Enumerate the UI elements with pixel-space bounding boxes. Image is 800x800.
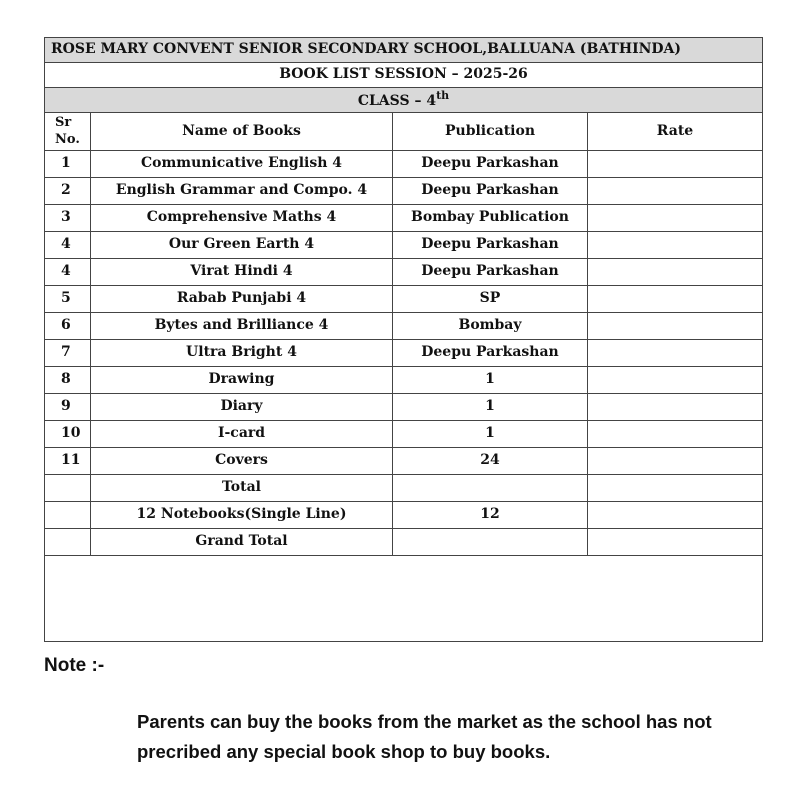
table-row [45,448,763,475]
row-book-name: Total [91,475,393,502]
row-book-name: Diary [91,394,393,421]
row-book-name: Bytes and Brilliance 4 [91,313,393,340]
row-book-name: Comprehensive Maths 4 [91,205,393,232]
blank-cell [45,556,763,642]
row-sr-no: 3 [45,205,91,232]
col-sr-line1: Sr [55,115,72,131]
row-publication: 1 [393,394,588,421]
row-rate [588,421,763,448]
row-book-name: Virat Hindi 4 [91,259,393,286]
class-prefix: CLASS – 4 [357,93,437,110]
row-book-name: Grand Total [91,529,393,556]
row-publication: 24 [393,448,588,475]
table-row [45,205,763,232]
table-row [45,232,763,259]
row-rate [588,232,763,259]
row-sr-no: 2 [45,178,91,205]
table-row [45,259,763,286]
school-name: ROSE MARY CONVENT SENIOR SECONDARY SCHOOL,BALLUANA (BATHINDA) [45,38,763,63]
row-sr-no: 7 [45,340,91,367]
row-publication: Deepu Parkashan [393,259,588,286]
row-publication: 12 [393,502,588,529]
row-publication [393,475,588,502]
row-publication: Deepu Parkashan [393,151,588,178]
class-suffix: th [436,89,450,103]
row-publication: Bombay Publication [393,205,588,232]
row-sr-no: 5 [45,286,91,313]
row-book-name: I-card [91,421,393,448]
col-rate: Rate [588,113,763,151]
row-publication: Deepu Parkashan [393,340,588,367]
row-publication: 1 [393,367,588,394]
column-header-row [45,113,763,151]
row-book-name: Ultra Bright 4 [91,340,393,367]
note-label: Note :- [44,655,105,676]
row-publication [393,529,588,556]
row-rate [588,529,763,556]
row-rate [588,286,763,313]
row-publication: 1 [393,421,588,448]
row-sr-no [45,475,91,502]
note-text: Parents can buy the books from the market as the school has not precribed any special book shop to buy books. [137,711,712,762]
col-publication: Publication [393,113,588,151]
col-sr-no [45,113,91,151]
row-book-name: Rabab Punjabi 4 [91,286,393,313]
row-rate [588,367,763,394]
row-sr-no: 8 [45,367,91,394]
row-sr-no: 10 [45,421,91,448]
row-book-name: Drawing [91,367,393,394]
book-list-table [44,37,763,642]
table-row [45,286,763,313]
row-sr-no: 9 [45,394,91,421]
table-row [45,151,763,178]
table-row [45,502,763,529]
row-sr-no: 1 [45,151,91,178]
row-rate [588,340,763,367]
row-rate [588,205,763,232]
row-sr-no: 4 [45,259,91,286]
row-sr-no: 4 [45,232,91,259]
row-book-name: English Grammar and Compo. 4 [91,178,393,205]
row-rate [588,259,763,286]
table-row [45,529,763,556]
row-rate [588,178,763,205]
col-sr-line2: No. [55,131,80,147]
row-rate [588,448,763,475]
row-book-name: Covers [91,448,393,475]
blank-row [45,556,763,642]
table-row [45,313,763,340]
row-publication: Deepu Parkashan [393,178,588,205]
row-rate [588,502,763,529]
class-title [45,88,763,113]
table-row [45,475,763,502]
row-book-name: Communicative English 4 [91,151,393,178]
table-row [45,367,763,394]
row-sr-no: 6 [45,313,91,340]
row-publication: SP [393,286,588,313]
row-rate [588,151,763,178]
col-name-of-books: Name of Books [91,113,393,151]
table-row [45,421,763,448]
row-rate [588,394,763,421]
row-sr-no [45,502,91,529]
session-title: BOOK LIST SESSION – 2025-26 [45,63,763,88]
row-rate [588,475,763,502]
table-row [45,394,763,421]
row-sr-no: 11 [45,448,91,475]
row-publication: Bombay [393,313,588,340]
row-book-name: Our Green Earth 4 [91,232,393,259]
row-sr-no [45,529,91,556]
table-row [45,340,763,367]
row-book-name: 12 Notebooks(Single Line) [91,502,393,529]
row-publication: Deepu Parkashan [393,232,588,259]
table-row [45,178,763,205]
row-rate [588,313,763,340]
